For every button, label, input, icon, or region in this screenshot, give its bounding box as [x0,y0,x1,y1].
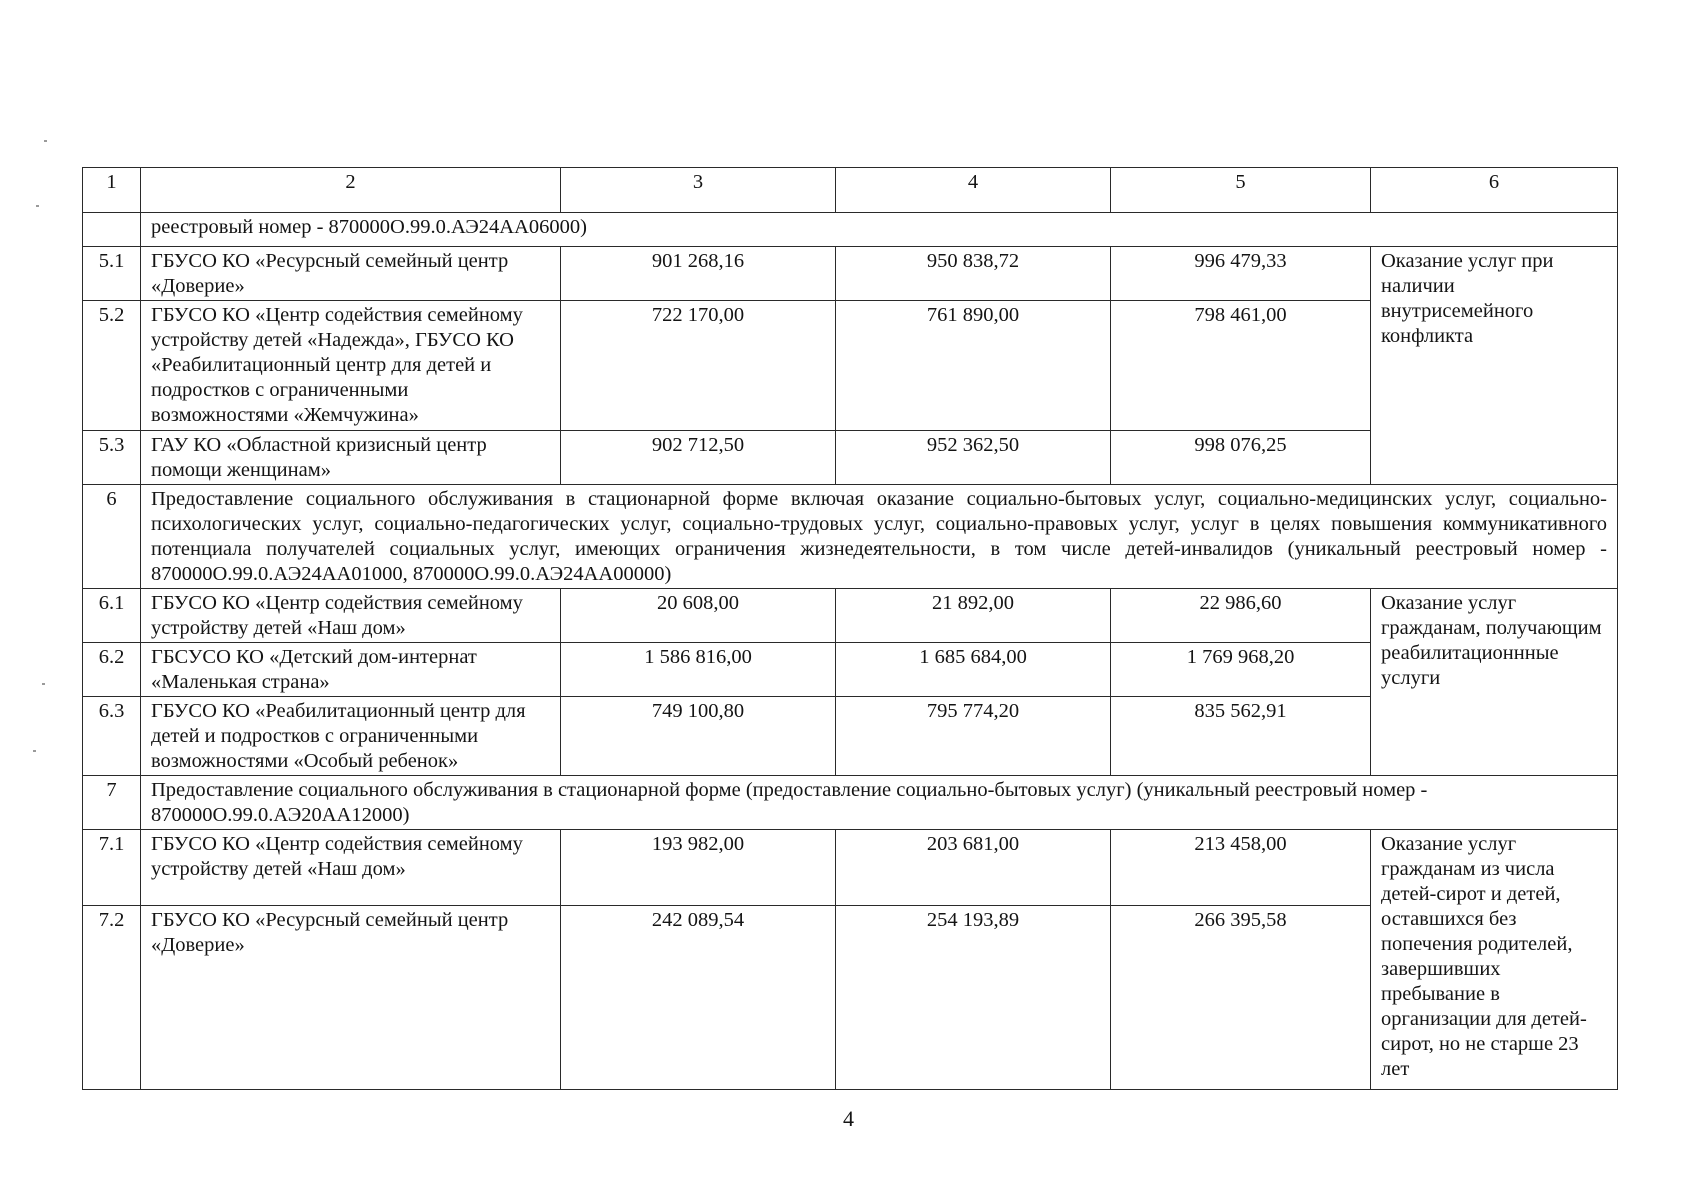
row-number-empty [83,213,141,247]
continuation-text: реестровый номер - 870000О.99.0.АЭ24АА06000) [141,213,1618,247]
column-number: 4 [836,168,1111,213]
section-number: 7 [83,776,141,830]
value-col-4: 952 362,50 [836,431,1111,485]
scan-speck [33,750,36,752]
value-col-5: 266 395,58 [1111,906,1371,1090]
value-col-4: 1 685 684,00 [836,643,1111,697]
row-number: 5.2 [83,301,141,431]
service-note: Оказание услуг при наличии внутрисемейного конфликта [1371,247,1618,485]
scan-speck [44,140,47,142]
value-col-5: 998 076,25 [1111,431,1371,485]
table-row [83,247,1618,301]
value-col-5: 798 461,00 [1111,301,1371,431]
value-col-3: 20 608,00 [561,589,836,643]
scan-speck [36,205,39,207]
organization-name: ГБУСО КО «Центр содействия семейному устройству детей «Наш дом» [141,830,561,906]
section-description: Предоставление социального обслуживания в стационарной форме включая оказание социально-бытовых услуг, социально-медицинских услуг, социально-психологических услуг, социально-педагогических услуг, социально-трудовых услуг, социально-правовых услуг, услуг в целях повышения коммуникативного потенциала получателей социальных услуг, имеющих ограничения жизнедеятельности, в том числе детей-инвалидов (уникальный реестровый номер - 870000О.99.0.АЭ24АА01000, 870000О.99.0.АЭ24АА00000) [141,485,1618,589]
continuation-row [83,213,1618,247]
value-col-3: 1 586 816,00 [561,643,836,697]
section-description: Предоставление социального обслуживания в стационарной форме (предоставление социально-бытовых услуг) (уникальный реестровый номер - 870000О.99.0.АЭ20АА12000) [141,776,1618,830]
value-col-5: 835 562,91 [1111,697,1371,776]
column-number: 2 [141,168,561,213]
row-number: 6.2 [83,643,141,697]
column-number: 1 [83,168,141,213]
row-number: 5.3 [83,431,141,485]
organization-name: ГБУСО КО «Ресурсный семейный центр «Доверие» [141,906,561,1090]
value-col-5: 213 458,00 [1111,830,1371,906]
column-number: 6 [1371,168,1618,213]
value-col-3: 749 100,80 [561,697,836,776]
organization-name: ГБСУСО КО «Детский дом-интернат «Маленькая страна» [141,643,561,697]
value-col-3: 722 170,00 [561,301,836,431]
value-col-4: 950 838,72 [836,247,1111,301]
section-row [83,485,1618,589]
organization-name: ГБУСО КО «Центр содействия семейному устройству детей «Наш дом» [141,589,561,643]
value-col-5: 1 769 968,20 [1111,643,1371,697]
value-col-3: 902 712,50 [561,431,836,485]
value-col-5: 996 479,33 [1111,247,1371,301]
table-row [83,589,1618,643]
value-col-4: 254 193,89 [836,906,1111,1090]
value-col-3: 193 982,00 [561,830,836,906]
row-number: 6.3 [83,697,141,776]
section-number: 6 [83,485,141,589]
row-number: 6.1 [83,589,141,643]
table-row [83,830,1618,906]
value-col-4: 761 890,00 [836,301,1111,431]
organization-name: ГБУСО КО «Ресурсный семейный центр «Доверие» [141,247,561,301]
service-note: Оказание услуг гражданам из числа детей-сирот и детей, оставшихся без попечения родителей, завершивших пребывание в организации для детей-сирот, но не старше 23 лет [1371,830,1618,1090]
section-row [83,776,1618,830]
row-number: 7.2 [83,906,141,1090]
column-number: 5 [1111,168,1371,213]
value-col-4: 203 681,00 [836,830,1111,906]
service-note: Оказание услуг гражданам, получающим реабилитационнные услуги [1371,589,1618,776]
column-number-row [83,168,1618,213]
value-col-4: 795 774,20 [836,697,1111,776]
page-number: 4 [843,1106,854,1131]
value-col-4: 21 892,00 [836,589,1111,643]
value-col-3: 242 089,54 [561,906,836,1090]
value-col-5: 22 986,60 [1111,589,1371,643]
column-number: 3 [561,168,836,213]
row-number: 5.1 [83,247,141,301]
row-number: 7.1 [83,830,141,906]
services-table [82,167,1618,1090]
organization-name: ГБУСО КО «Реабилитационный центр для детей и подростков с ограниченными возможностями «Особый ребенок» [141,697,561,776]
value-col-3: 901 268,16 [561,247,836,301]
organization-name: ГБУСО КО «Центр содействия семейному устройству детей «Надежда», ГБУСО КО «Реабилитационный центр для детей и подростков с ограниченными возможностями «Жемчужина» [141,301,561,431]
organization-name: ГАУ КО «Областной кризисный центр помощи женщинам» [141,431,561,485]
scan-speck [42,683,45,685]
